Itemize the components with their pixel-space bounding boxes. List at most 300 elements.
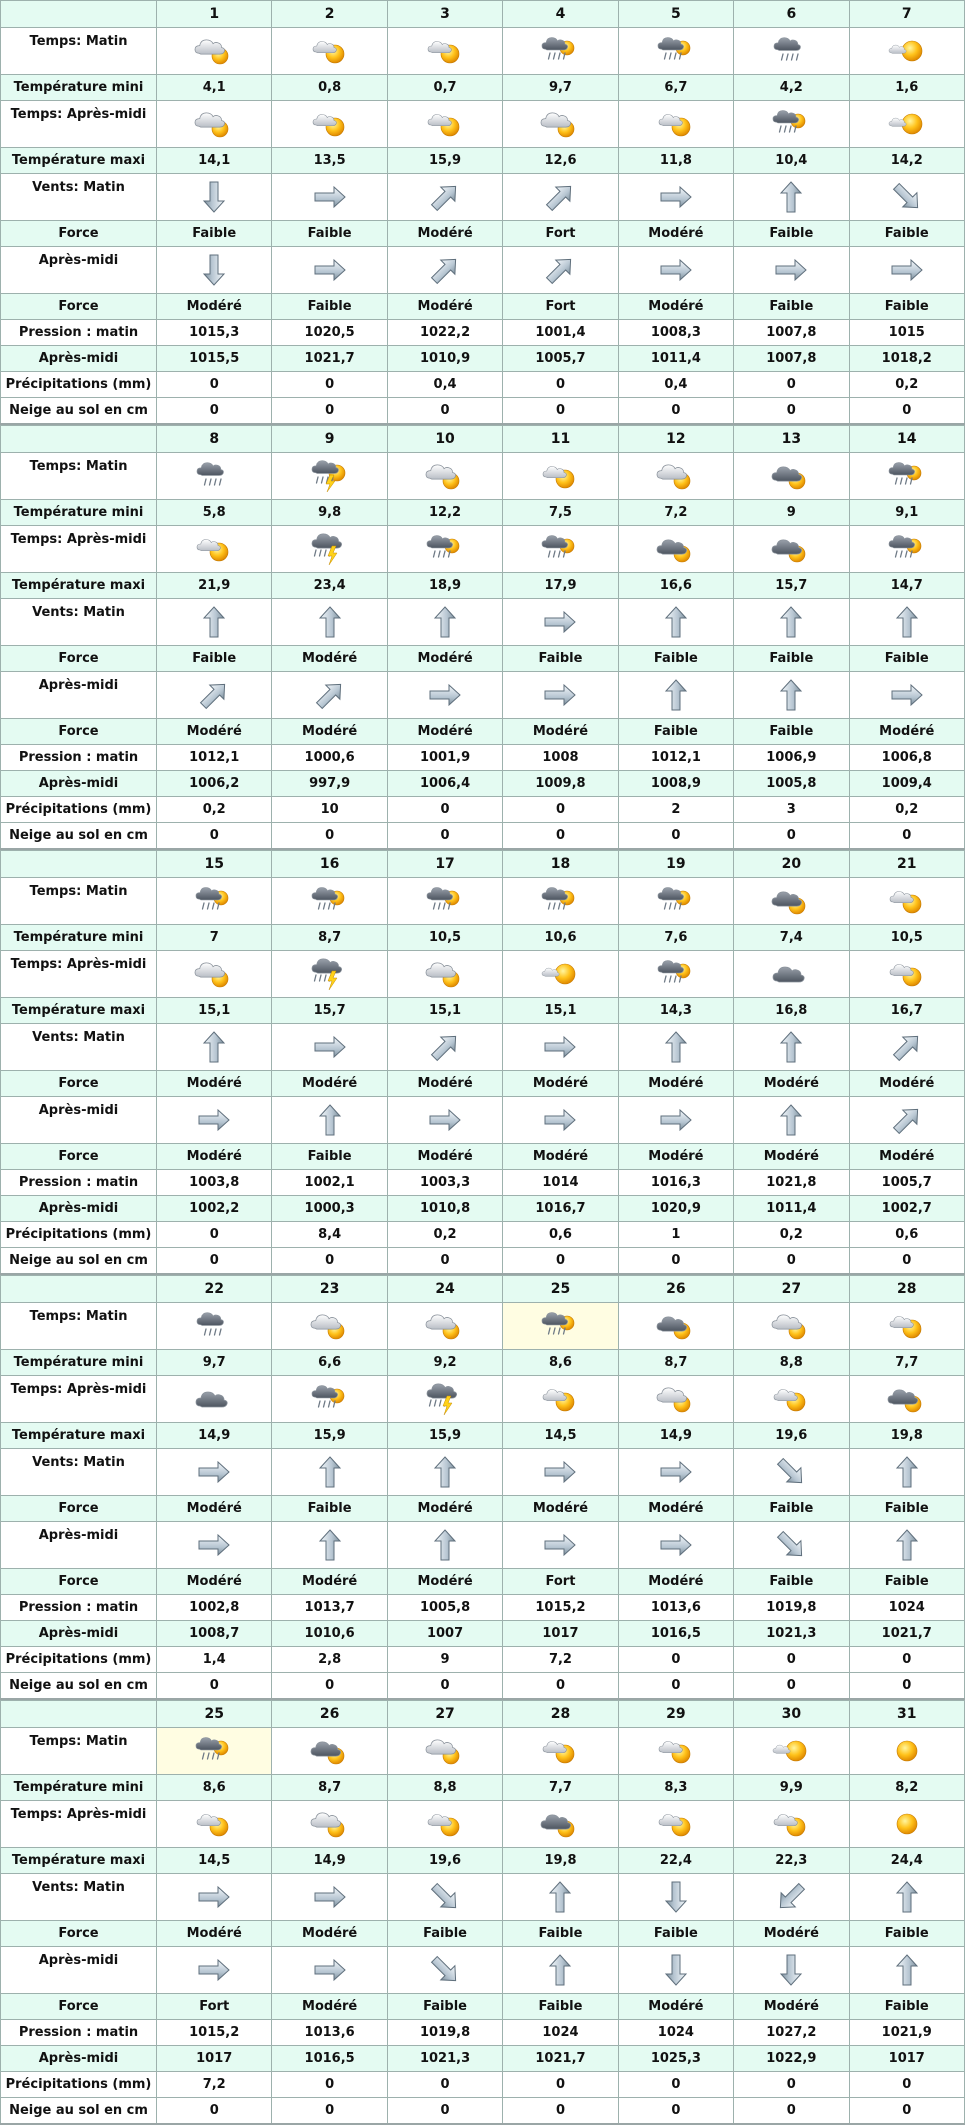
pressure-value: 1021,7 (849, 1621, 964, 1647)
wind-force-value: Modéré (157, 1921, 272, 1947)
row-label-force: Force (1, 1496, 157, 1522)
snow-value: 0 (849, 1248, 964, 1275)
day-number: 2 (272, 1, 387, 28)
storm-icon (387, 1376, 502, 1423)
snow-value: 0 (734, 1248, 849, 1275)
sun-cloud-icon (272, 28, 387, 75)
row-label-snow: Neige au sol en cm (1, 1673, 157, 1700)
pressure-value: 1005,7 (849, 1170, 964, 1196)
arrow-n-icon (734, 174, 849, 221)
pressure-value: 1010,9 (387, 346, 502, 372)
temp-max-value: 23,4 (272, 573, 387, 599)
arrow-e-icon (503, 672, 618, 719)
row-label-force: Force (1, 221, 157, 247)
snow-value: 0 (849, 1673, 964, 1700)
temp-min-value: 12,2 (387, 500, 502, 526)
temp-max-value: 19,6 (734, 1423, 849, 1449)
wind-force-value: Modéré (387, 1144, 502, 1170)
pressure-value: 1013,6 (272, 2020, 387, 2046)
pressure-value: 1016,5 (618, 1621, 733, 1647)
snow-value: 0 (849, 398, 964, 425)
wind-force-value: Modéré (618, 1994, 733, 2020)
pressure-value: 1002,1 (272, 1170, 387, 1196)
rain-sun-icon (503, 1303, 618, 1350)
row-label-force: Force (1, 1071, 157, 1097)
wind-force-value: Modéré (157, 1144, 272, 1170)
pressure-value: 1008,9 (618, 771, 733, 797)
wind-force-value: Modéré (387, 1496, 502, 1522)
arrow-e-icon (849, 672, 964, 719)
wind-force-value: Faible (387, 1994, 502, 2020)
pressure-value: 1015,2 (157, 2020, 272, 2046)
row-label-weather-afternoon: Temps: Après-midi (1, 101, 157, 148)
arrow-e-icon (272, 1024, 387, 1071)
pressure-value: 1003,8 (157, 1170, 272, 1196)
wind-force-value: Faible (618, 646, 733, 672)
precip-value: 0,2 (849, 797, 964, 823)
arrow-ne-icon (849, 1024, 964, 1071)
temp-max-value: 22,3 (734, 1848, 849, 1874)
pressure-value: 1017 (157, 2046, 272, 2072)
snow-value: 0 (503, 1673, 618, 1700)
arrow-e-icon (618, 1449, 733, 1496)
sun-cloud-icon (734, 1376, 849, 1423)
arrow-s-icon (618, 1874, 733, 1921)
pressure-value: 1022,2 (387, 320, 502, 346)
arrow-n-icon (272, 1097, 387, 1144)
wind-force-value: Modéré (503, 1144, 618, 1170)
temp-max-value: 22,4 (618, 1848, 733, 1874)
pressure-value: 1008,3 (618, 320, 733, 346)
arrow-e-icon (272, 1947, 387, 1994)
wind-force-value: Modéré (272, 1994, 387, 2020)
wind-force-value: Modéré (387, 294, 502, 320)
arrow-e-icon (503, 1449, 618, 1496)
temp-max-value: 10,4 (734, 148, 849, 174)
day-number: 18 (503, 851, 618, 878)
wind-force-value: Faible (849, 221, 964, 247)
arrow-se-icon (387, 1947, 502, 1994)
arrow-e-icon (157, 1097, 272, 1144)
temp-min-value: 4,1 (157, 75, 272, 101)
temp-min-value: 8,7 (272, 925, 387, 951)
temp-max-value: 14,9 (272, 1848, 387, 1874)
arrow-se-icon (734, 1449, 849, 1496)
rain-sun-icon (503, 878, 618, 925)
temp-max-value: 24,4 (849, 1848, 964, 1874)
temp-max-value: 14,9 (157, 1423, 272, 1449)
row-label-wind-afternoon: Après-midi (1, 1097, 157, 1144)
header-corner (1, 851, 157, 878)
precip-value: 0,2 (734, 1222, 849, 1248)
sun-icon (849, 1728, 964, 1775)
wind-force-value: Modéré (618, 1144, 733, 1170)
rain-sun-icon (849, 453, 964, 500)
rain-sun-icon (157, 878, 272, 925)
temp-min-value: 6,7 (618, 75, 733, 101)
wind-force-value: Faible (734, 646, 849, 672)
wind-force-value: Faible (272, 294, 387, 320)
pressure-value: 1005,7 (503, 346, 618, 372)
arrow-e-icon (503, 1097, 618, 1144)
arrow-n-icon (272, 1449, 387, 1496)
temp-min-value: 10,5 (387, 925, 502, 951)
pressure-value: 1008,7 (157, 1621, 272, 1647)
pressure-value: 1005,8 (387, 1595, 502, 1621)
precip-value: 0 (618, 2072, 733, 2098)
temp-max-value: 21,9 (157, 573, 272, 599)
temp-min-value: 7,6 (618, 925, 733, 951)
snow-value: 0 (387, 2098, 502, 2125)
wind-force-value: Modéré (618, 221, 733, 247)
row-label-wind-afternoon: Après-midi (1, 1947, 157, 1994)
wind-force-value: Modéré (618, 1569, 733, 1595)
arrow-n-icon (734, 599, 849, 646)
arrow-ne-icon (387, 174, 502, 221)
arrow-n-icon (849, 599, 964, 646)
day-number: 6 (734, 1, 849, 28)
arrow-e-icon (618, 1522, 733, 1569)
wind-force-value: Modéré (618, 1496, 733, 1522)
wind-force-value: Modéré (618, 1071, 733, 1097)
snow-value: 0 (618, 1673, 733, 1700)
arrow-n-icon (734, 672, 849, 719)
temp-max-value: 19,8 (849, 1423, 964, 1449)
row-label-temp-min: Température mini (1, 75, 157, 101)
precip-value: 0 (849, 1647, 964, 1673)
precip-value: 0 (387, 2072, 502, 2098)
snow-value: 0 (387, 1248, 502, 1275)
sun-cloud-icon (618, 101, 733, 148)
row-label-weather-morning: Temps: Matin (1, 878, 157, 925)
precip-value: 0 (503, 372, 618, 398)
wind-force-value: Faible (272, 1144, 387, 1170)
pressure-value: 1021,9 (849, 2020, 964, 2046)
row-label-pressure-afternoon: Après-midi (1, 1621, 157, 1647)
rain-icon (157, 453, 272, 500)
row-label-temp-max: Température maxi (1, 998, 157, 1024)
precip-value: 0,6 (503, 1222, 618, 1248)
row-label-force: Force (1, 1921, 157, 1947)
row-label-precip: Précipitations (mm) (1, 2072, 157, 2098)
arrow-n-icon (734, 1024, 849, 1071)
wind-force-value: Modéré (157, 1496, 272, 1522)
pressure-value: 1016,5 (272, 2046, 387, 2072)
rain-sun-icon (387, 526, 502, 573)
pressure-value: 1000,3 (272, 1196, 387, 1222)
snow-value: 0 (503, 398, 618, 425)
wind-force-value: Modéré (734, 1921, 849, 1947)
dark-cloud-sun-icon (272, 1728, 387, 1775)
dark-cloud-sun-icon (734, 453, 849, 500)
pressure-value: 1010,6 (272, 1621, 387, 1647)
precip-value: 2 (618, 797, 733, 823)
wind-force-value: Faible (272, 1496, 387, 1522)
header-corner (1, 1, 157, 28)
snow-value: 0 (387, 398, 502, 425)
wind-force-value: Modéré (734, 1994, 849, 2020)
cloud-sun-icon (387, 951, 502, 998)
temp-min-value: 7,4 (734, 925, 849, 951)
wind-force-value: Modéré (157, 1569, 272, 1595)
wind-force-value: Modéré (387, 1569, 502, 1595)
wind-force-value: Modéré (157, 294, 272, 320)
snow-value: 0 (387, 823, 502, 850)
wind-force-value: Modéré (849, 1071, 964, 1097)
week-block (0, 0, 965, 425)
snow-value: 0 (157, 1673, 272, 1700)
pressure-value: 1015,5 (157, 346, 272, 372)
pressure-value: 1013,7 (272, 1595, 387, 1621)
day-number: 11 (503, 426, 618, 453)
pressure-value: 1016,7 (503, 1196, 618, 1222)
arrow-s-icon (734, 1947, 849, 1994)
day-number: 15 (157, 851, 272, 878)
pressure-value: 1008 (503, 745, 618, 771)
temp-min-value: 9,7 (503, 75, 618, 101)
rain-sun-icon (272, 878, 387, 925)
pressure-value: 1013,6 (618, 1595, 733, 1621)
arrow-e-icon (272, 1874, 387, 1921)
wind-force-value: Modéré (734, 1071, 849, 1097)
wind-force-value: Faible (618, 1921, 733, 1947)
pressure-value: 1012,1 (157, 745, 272, 771)
rain-sun-icon (618, 28, 733, 75)
pressure-value: 1009,8 (503, 771, 618, 797)
pressure-value: 1003,3 (387, 1170, 502, 1196)
row-label-pressure-afternoon: Après-midi (1, 1196, 157, 1222)
snow-value: 0 (849, 2098, 964, 2125)
wind-force-value: Modéré (503, 1071, 618, 1097)
day-number: 10 (387, 426, 502, 453)
dark-cloud-icon (157, 1376, 272, 1423)
arrow-n-icon (849, 1874, 964, 1921)
day-number: 20 (734, 851, 849, 878)
snow-value: 0 (157, 398, 272, 425)
dark-cloud-sun-icon (849, 1376, 964, 1423)
rain-sun-icon (849, 526, 964, 573)
wind-force-value: Faible (849, 1496, 964, 1522)
temp-max-value: 16,6 (618, 573, 733, 599)
pressure-value: 1021,3 (387, 2046, 502, 2072)
arrow-s-icon (157, 174, 272, 221)
cloud-sun-icon (618, 1376, 733, 1423)
wind-force-value: Faible (734, 294, 849, 320)
week-block (0, 1700, 965, 2125)
snow-value: 0 (618, 823, 733, 850)
temp-min-value: 8,6 (503, 1350, 618, 1376)
day-number: 30 (734, 1701, 849, 1728)
arrow-n-icon (849, 1522, 964, 1569)
arrow-n-icon (618, 1024, 733, 1071)
wind-force-value: Modéré (157, 1071, 272, 1097)
row-label-weather-morning: Temps: Matin (1, 1303, 157, 1350)
pressure-value: 1006,9 (734, 745, 849, 771)
row-label-weather-morning: Temps: Matin (1, 28, 157, 75)
pressure-value: 1015 (849, 320, 964, 346)
arrow-e-icon (387, 1097, 502, 1144)
row-label-temp-min: Température mini (1, 1775, 157, 1801)
arrow-n-icon (272, 599, 387, 646)
pressure-value: 1021,3 (734, 1621, 849, 1647)
temp-min-value: 8,7 (618, 1350, 733, 1376)
wind-force-value: Faible (618, 719, 733, 745)
temp-max-value: 16,8 (734, 998, 849, 1024)
arrow-n-icon (618, 599, 733, 646)
sun-cloud-icon (618, 1801, 733, 1848)
pressure-value: 1006,2 (157, 771, 272, 797)
pressure-value: 1011,4 (618, 346, 733, 372)
pressure-value: 1020,5 (272, 320, 387, 346)
row-label-wind-morning: Vents: Matin (1, 1874, 157, 1921)
temp-min-value: 8,7 (272, 1775, 387, 1801)
wind-force-value: Modéré (503, 719, 618, 745)
sun-cloud-icon (272, 101, 387, 148)
storm-icon (272, 951, 387, 998)
wind-force-value: Modéré (849, 719, 964, 745)
sun-icon-small-cloud (849, 101, 964, 148)
row-label-precip: Précipitations (mm) (1, 1222, 157, 1248)
wind-force-value: Faible (157, 646, 272, 672)
arrow-se-icon (387, 1874, 502, 1921)
row-label-precip: Précipitations (mm) (1, 372, 157, 398)
cloud-sun-icon (157, 951, 272, 998)
sun-cloud-icon (503, 1728, 618, 1775)
pressure-value: 1002,2 (157, 1196, 272, 1222)
arrow-n-icon (734, 1097, 849, 1144)
sun-cloud-icon (157, 1801, 272, 1848)
snow-value: 0 (618, 398, 733, 425)
wind-force-value: Modéré (157, 719, 272, 745)
header-corner (1, 1276, 157, 1303)
pressure-value: 1016,3 (618, 1170, 733, 1196)
day-number: 27 (734, 1276, 849, 1303)
snow-value: 0 (272, 398, 387, 425)
wind-force-value: Faible (849, 1569, 964, 1595)
temp-min-value: 7,7 (849, 1350, 964, 1376)
precip-value: 0,6 (849, 1222, 964, 1248)
header-corner (1, 426, 157, 453)
wind-force-value: Fort (503, 221, 618, 247)
row-label-temp-min: Température mini (1, 925, 157, 951)
temp-max-value: 15,7 (734, 573, 849, 599)
snow-value: 0 (503, 2098, 618, 2125)
temp-min-value: 9 (734, 500, 849, 526)
sun-cloud-icon (503, 453, 618, 500)
temp-max-value: 15,1 (503, 998, 618, 1024)
pressure-value: 1007 (387, 1621, 502, 1647)
row-label-weather-afternoon: Temps: Après-midi (1, 1801, 157, 1848)
pressure-value: 1010,8 (387, 1196, 502, 1222)
pressure-value: 1002,7 (849, 1196, 964, 1222)
wind-force-value: Faible (272, 221, 387, 247)
snow-value: 0 (503, 823, 618, 850)
arrow-n-icon (157, 1024, 272, 1071)
precip-value: 7,2 (157, 2072, 272, 2098)
storm-sun-icon (272, 453, 387, 500)
arrow-s-icon (618, 1947, 733, 1994)
row-label-force: Force (1, 719, 157, 745)
rain-sun-icon (618, 951, 733, 998)
arrow-e-icon (157, 1874, 272, 1921)
arrow-e-icon (157, 1947, 272, 1994)
temp-min-value: 0,8 (272, 75, 387, 101)
rain-sun-icon (157, 1728, 272, 1775)
temp-min-value: 8,8 (734, 1350, 849, 1376)
temp-min-value: 8,3 (618, 1775, 733, 1801)
snow-value: 0 (157, 823, 272, 850)
precip-value: 0 (734, 1647, 849, 1673)
day-number: 3 (387, 1, 502, 28)
sun-cloud-icon (734, 1801, 849, 1848)
arrow-n-icon (849, 1449, 964, 1496)
pressure-value: 1000,6 (272, 745, 387, 771)
sun-cloud-icon (387, 28, 502, 75)
arrow-e-icon (157, 1449, 272, 1496)
arrow-ne-icon (272, 672, 387, 719)
row-label-precip: Précipitations (mm) (1, 797, 157, 823)
precip-value: 0 (849, 2072, 964, 2098)
rain-sun-icon (734, 101, 849, 148)
wind-force-value: Modéré (387, 1071, 502, 1097)
row-label-snow: Neige au sol en cm (1, 398, 157, 425)
wind-force-value: Faible (849, 294, 964, 320)
temp-min-value: 7,7 (503, 1775, 618, 1801)
arrow-n-icon (387, 599, 502, 646)
day-number: 1 (157, 1, 272, 28)
arrow-e-icon (272, 247, 387, 294)
temp-min-value: 8,6 (157, 1775, 272, 1801)
temp-max-value: 16,7 (849, 998, 964, 1024)
row-label-temp-max: Température maxi (1, 148, 157, 174)
wind-force-value: Fort (503, 294, 618, 320)
temp-max-value: 17,9 (503, 573, 618, 599)
snow-value: 0 (157, 2098, 272, 2125)
sun-cloud-icon (387, 1801, 502, 1848)
temp-min-value: 9,7 (157, 1350, 272, 1376)
pressure-value: 1025,3 (618, 2046, 733, 2072)
temp-max-value: 15,7 (272, 998, 387, 1024)
arrow-ne-icon (157, 672, 272, 719)
arrow-ne-icon (387, 1024, 502, 1071)
temp-min-value: 1,6 (849, 75, 964, 101)
precip-value: 0 (734, 2072, 849, 2098)
cloud-sun-icon (387, 1303, 502, 1350)
precip-value: 0 (157, 372, 272, 398)
temp-max-value: 14,9 (618, 1423, 733, 1449)
pressure-value: 1024 (849, 1595, 964, 1621)
row-label-temp-min: Température mini (1, 500, 157, 526)
pressure-value: 1007,8 (734, 346, 849, 372)
wind-force-value: Faible (734, 719, 849, 745)
day-number: 28 (503, 1701, 618, 1728)
temp-max-value: 15,9 (387, 1423, 502, 1449)
pressure-value: 1002,8 (157, 1595, 272, 1621)
row-label-pressure-afternoon: Après-midi (1, 2046, 157, 2072)
day-number: 26 (272, 1701, 387, 1728)
sun-cloud-icon (157, 526, 272, 573)
cloud-sun-icon (272, 1303, 387, 1350)
wind-force-value: Modéré (272, 1071, 387, 1097)
wind-force-value: Modéré (387, 719, 502, 745)
day-number: 14 (849, 426, 964, 453)
wind-force-value: Faible (734, 221, 849, 247)
wind-force-value: Modéré (618, 294, 733, 320)
arrow-n-icon (272, 1522, 387, 1569)
pressure-value: 1021,8 (734, 1170, 849, 1196)
arrow-sw-icon (734, 1874, 849, 1921)
week-block (0, 425, 965, 850)
